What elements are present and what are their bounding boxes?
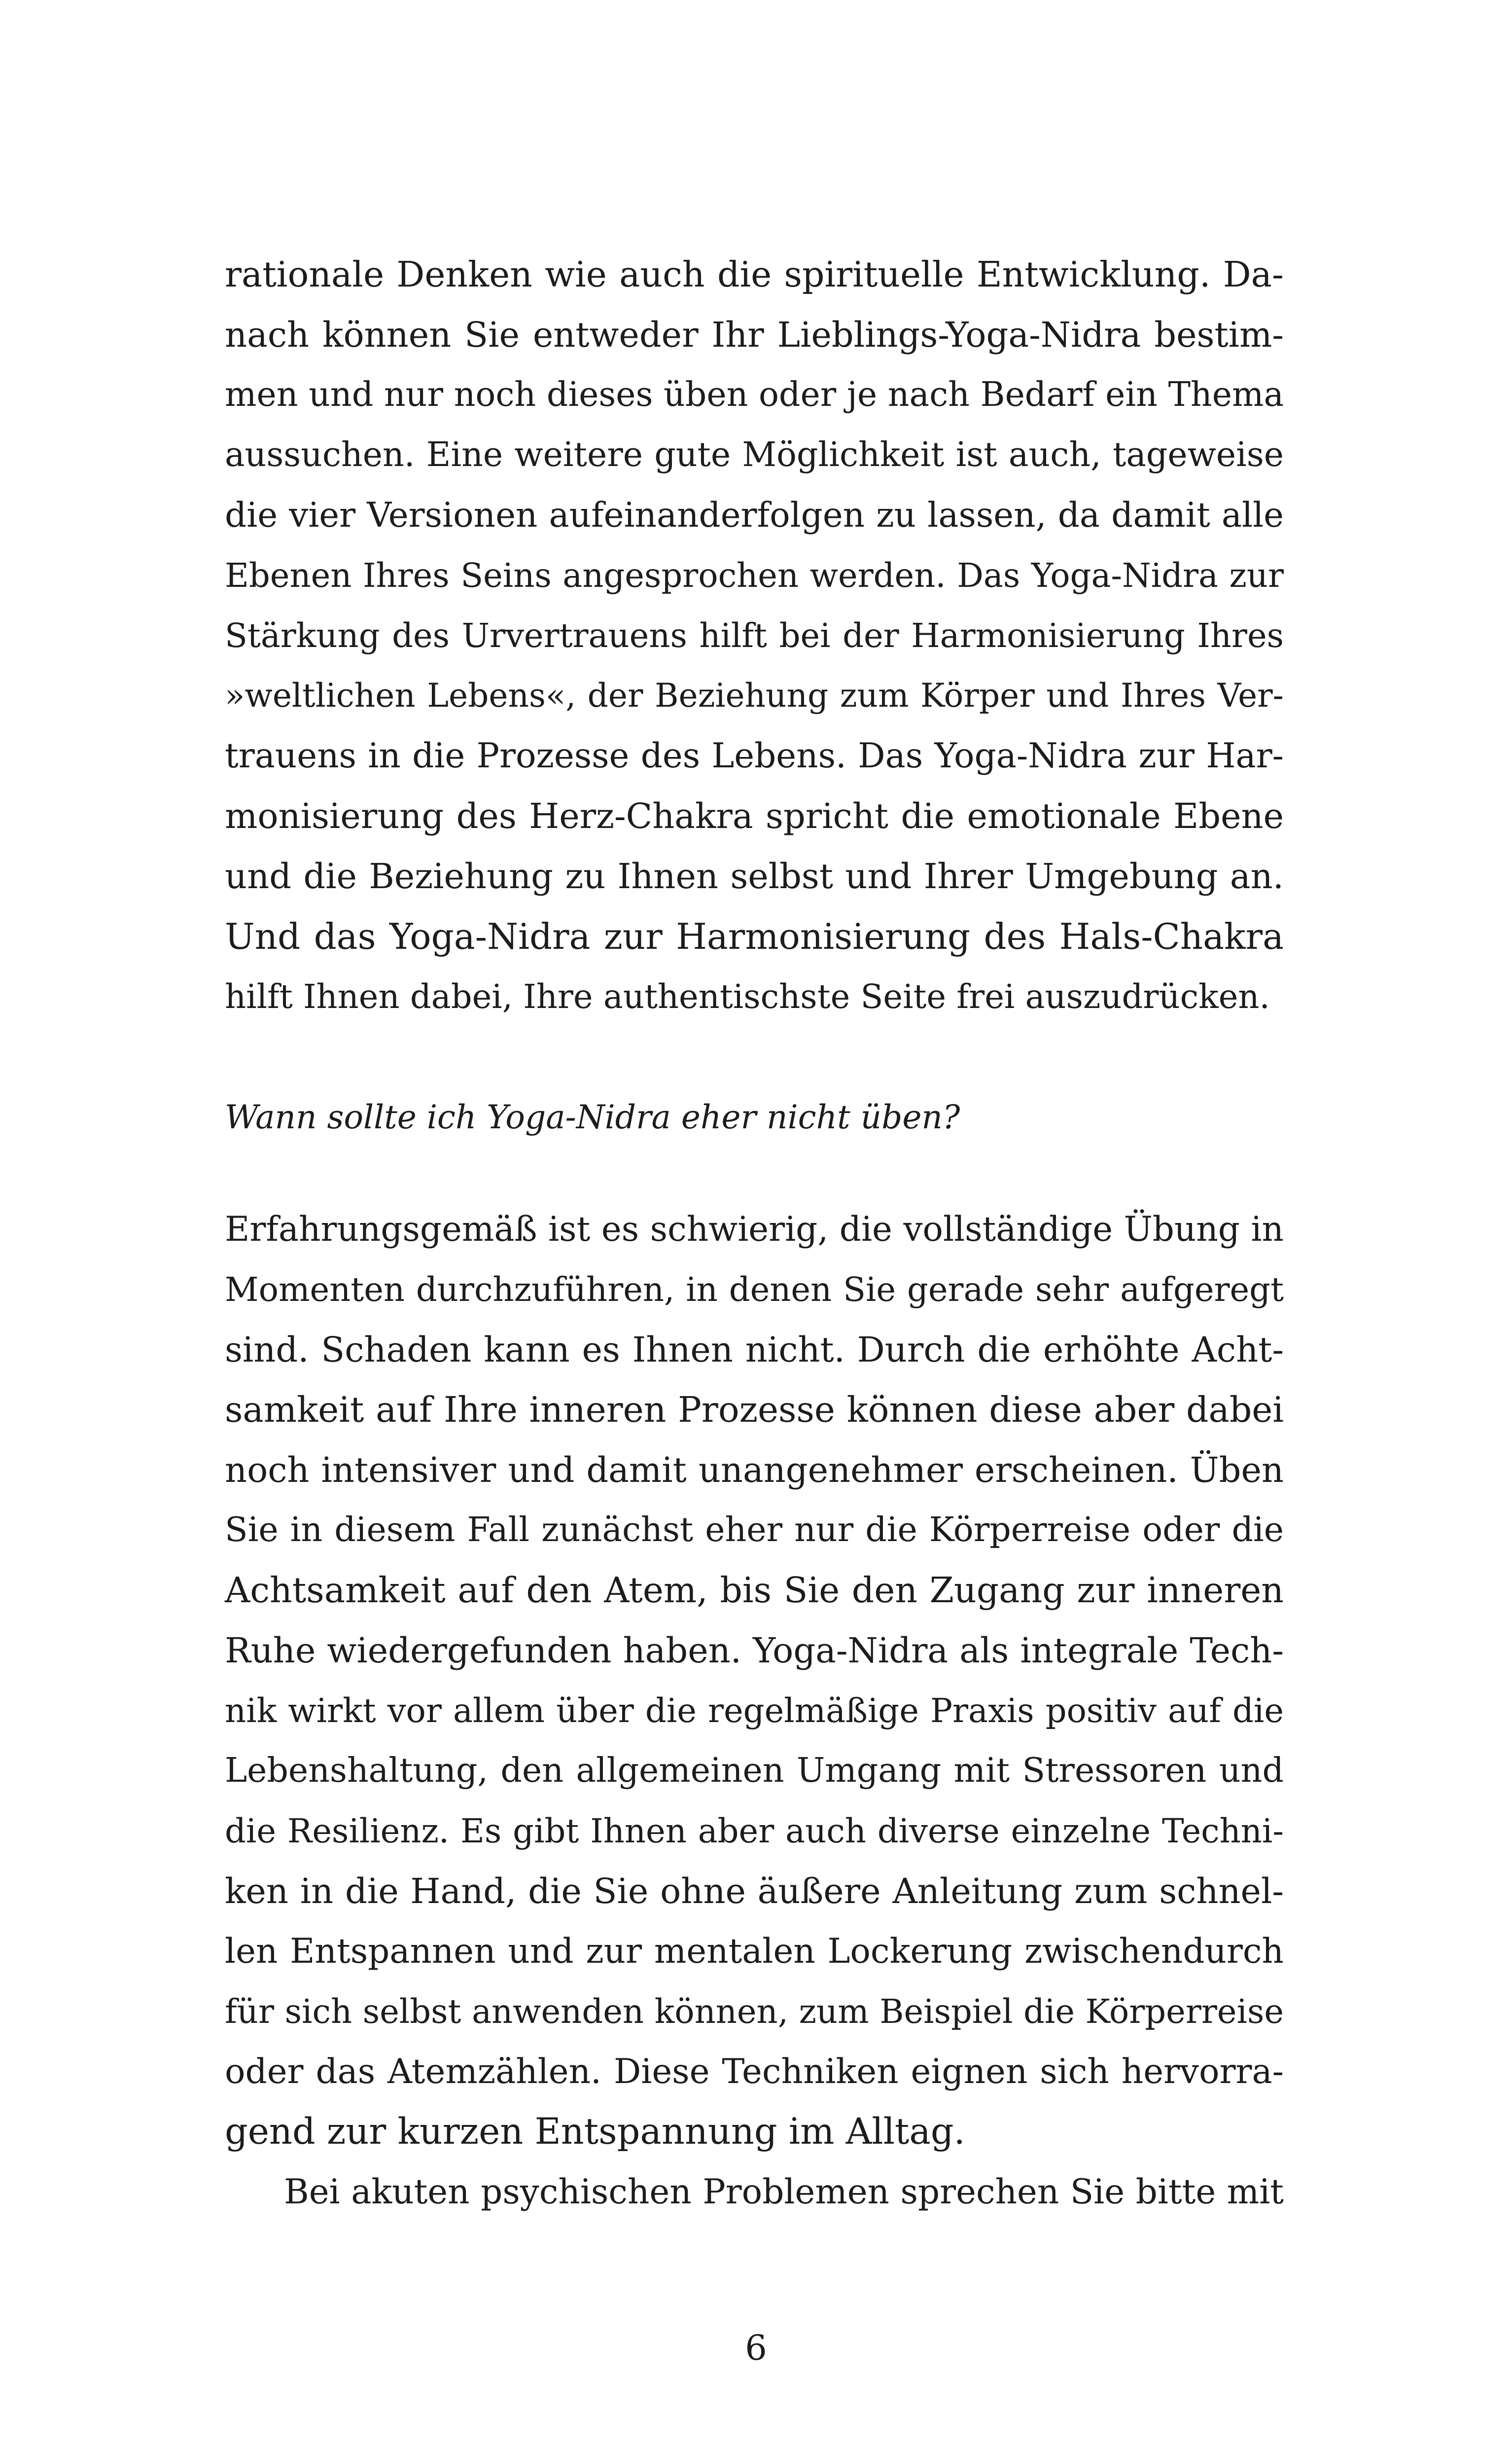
text-line: Ruhe wiedergefunden haben. Yoga-Nidra als integrale Tech- <box>225 1630 1284 1671</box>
text-line: ken in die Hand, die Sie ohne äußere Anleitung zum schnel- <box>225 1871 1284 1911</box>
text-line: aussuchen. Eine weitere gute Möglichkeit ist auch, tageweise <box>225 435 1284 474</box>
text-line: samkeit auf Ihre inneren Prozesse können diese aber dabei <box>225 1389 1284 1430</box>
text-line: Ebenen Ihres Seins angesprochen werden. Das Yoga-Nidra zur <box>225 556 1284 595</box>
text-line: nach können Sie entweder Ihr Lieblings-Yoga-Nidra bestim- <box>225 315 1284 355</box>
text-line: und die Beziehung zu Ihnen selbst und Ihrer Umgebung an. <box>225 856 1284 897</box>
text-line: nik wirkt vor allem über die regelmäßige Praxis positiv auf die <box>225 1691 1284 1730</box>
text-line: monisierung des Herz-Chakra spricht die emotionale Ebene <box>225 796 1284 836</box>
text-line: oder das Atemzählen. Diese Techniken eignen sich hervorra- <box>225 2052 1284 2091</box>
text-line: die Resilienz. Es gibt Ihnen aber auch diverse einzelne Techni- <box>225 1812 1284 1850</box>
text-line: trauens in die Prozesse des Lebens. Das Yoga-Nidra zur Har- <box>225 736 1284 776</box>
section-heading: Wann sollte ich Yoga-Nidra eher nicht üben? <box>225 1098 960 1136</box>
text-line: noch intensiver und damit unangenehmer erscheinen. Üben <box>225 1450 1284 1490</box>
text-line: Lebenshaltung, den allgemeinen Umgang mit Stressoren und <box>225 1751 1284 1790</box>
text-line: Erfahrungsgemäß ist es schwierig, die vollständige Übung in <box>225 1210 1284 1249</box>
text-line: Achtsamkeit auf den Atem, bis Sie den Zugang zur inneren <box>225 1570 1284 1611</box>
text-line: Stärkung des Urvertrauens hilft bei der Harmonisierung Ihres <box>225 616 1284 655</box>
text-line: Momenten durchzuführen, in denen Sie gerade sehr aufgeregt <box>225 1270 1284 1309</box>
text-line: rationale Denken wie auch die spirituelle Entwicklung. Da- <box>225 254 1284 295</box>
text-line: »weltlichen Lebens«, der Beziehung zum Körper und Ihres Ver- <box>225 677 1284 715</box>
text-line: men und nur noch dieses üben oder je nach Bedarf ein Thema <box>225 375 1284 414</box>
text-line: len Entspannen und zur mentalen Lockerung zwischendurch <box>225 1932 1284 1971</box>
text-line: gend zur kurzen Entspannung im Alltag. <box>225 2111 965 2153</box>
text-line: Bei akuten psychischen Problemen sprechen Sie bitte mit <box>284 2172 1284 2212</box>
page-number: 6 <box>745 2328 767 2368</box>
text-line: sind. Schaden kann es Ihnen nicht. Durch die erhöhte Acht- <box>225 1330 1284 1370</box>
text-line: die vier Versionen aufeinanderfolgen zu lassen, da damit alle <box>225 496 1284 535</box>
text-line: Und das Yoga-Nidra zur Harmonisierung des Hals-Chakra <box>225 916 1284 957</box>
text-line: hilft Ihnen dabei, Ihre authentischste Seite frei auszudrücken. <box>225 977 1270 1016</box>
text-line: Sie in diesem Fall zunächst eher nur die Körperreise oder die <box>225 1510 1284 1549</box>
text-line: für sich selbst anwenden können, zum Beispiel die Körperreise <box>225 1992 1284 2031</box>
